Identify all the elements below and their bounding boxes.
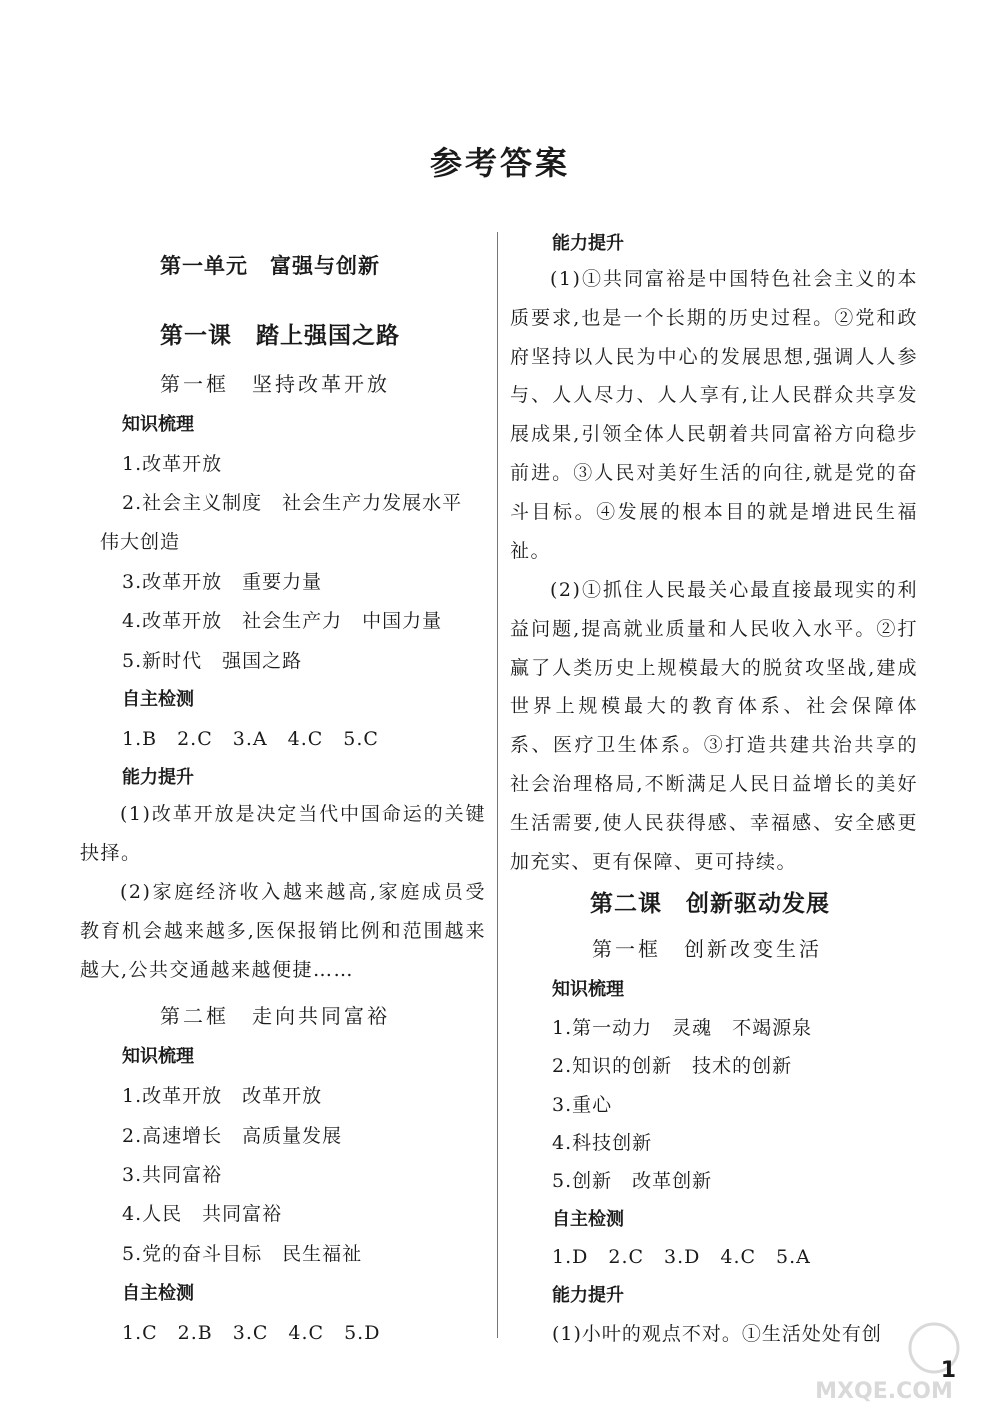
list-item: 5.创新 改革创新: [552, 1170, 713, 1192]
list-item: 3.重心: [552, 1094, 613, 1116]
column-divider: [497, 232, 498, 1338]
page-title: 参考答案: [429, 144, 570, 182]
section-header-check: 自主检测: [552, 1209, 624, 1230]
section-header-knowledge: 知识梳理: [552, 979, 624, 1000]
ability-paragraph: (1)小叶的观点不对。①生活处处有创: [552, 1323, 882, 1345]
ability-paragraph: (2)家庭经济收入越来越高,家庭成员受教育机会越来越多,医保报销比例和范围越来越大,公共交通越来越便捷……: [80, 881, 486, 981]
list-item: 4.改革开放 社会生产力 中国力量: [122, 610, 443, 632]
answer-line: 1.C 2.B 3.C 4.C 5.D: [122, 1322, 381, 1344]
list-item: 2.社会主义制度 社会生产力发展水平: [122, 492, 463, 514]
watermark-text: MXQE.COM: [815, 1379, 953, 1404]
lesson-1-title: 第一课 踏上强国之路: [160, 322, 400, 349]
answer-line: 1.B 2.C 3.A 4.C 5.C: [122, 728, 379, 750]
lesson-2-title: 第二课 创新驱动发展: [590, 890, 830, 917]
section-header-knowledge: 知识梳理: [122, 1046, 194, 1067]
frame-title: 第一框 创新改变生活: [592, 937, 822, 961]
section-header-ability: 能力提升: [122, 767, 194, 788]
list-item: 伟大创造: [100, 531, 181, 553]
list-item: 3.共同富裕: [122, 1164, 223, 1186]
list-item: 4.人民 共同富裕: [122, 1203, 283, 1225]
list-item: 2.高速增长 高质量发展: [122, 1125, 343, 1147]
section-header-ability: 能力提升: [552, 233, 624, 254]
section-header-check: 自主检测: [122, 689, 194, 710]
ability-paragraph: (1)改革开放是决定当代中国命运的关键抉择。: [80, 803, 486, 864]
list-item: 1.改革开放: [122, 453, 223, 475]
ability-paragraph: (1)①共同富裕是中国特色社会主义的本质要求,也是一个长期的历史过程。②党和政府坚持以人民为中心的发展思想,强调人人参与、人人尽力、人人享有,让人民群众共享发展成果,引领全体人民朝着共同富裕方向稳步前进。③人民对美好生活的向往,就是党的奋斗目标。④发展的根本目的就是增进民生福祉。: [510, 268, 918, 562]
answer-line: 1.D 2.C 3.D 4.C 5.A: [552, 1246, 811, 1268]
list-item: 5.新时代 强国之路: [122, 650, 303, 672]
section-header-knowledge: 知识梳理: [122, 414, 194, 435]
list-item: 5.党的奋斗目标 民生福祉: [122, 1243, 363, 1265]
list-item: 4.科技创新: [552, 1132, 653, 1154]
section-header-ability: 能力提升: [552, 1285, 624, 1306]
frame-1-title: 第一框 坚持改革开放: [160, 372, 390, 396]
page-number: 1: [940, 1358, 956, 1383]
list-item: 1.改革开放 改革开放: [122, 1085, 323, 1107]
unit-title: 第一单元 富强与创新: [160, 253, 380, 278]
section-header-check: 自主检测: [122, 1283, 194, 1304]
list-item: 2.知识的创新 技术的创新: [552, 1055, 793, 1077]
list-item: 3.改革开放 重要力量: [122, 571, 323, 593]
ability-paragraph: (2)①抓住人民最关心最直接最现实的利益问题,提高就业质量和人民收入水平。②打赢了人类历史上规模最大的脱贫攻坚战,建成世界上规模最大的教育体系、社会保障体系、医疗卫生体系。③打造共建共治共享的社会治理格局,不断满足人民日益增长的美好生活需要,使人民获得感、幸福感、安全感更加充实、更有保障、更可持续。: [510, 579, 918, 873]
frame-2-title: 第二框 走向共同富裕: [160, 1004, 390, 1028]
list-item: 1.第一动力 灵魂 不竭源泉: [552, 1017, 813, 1039]
